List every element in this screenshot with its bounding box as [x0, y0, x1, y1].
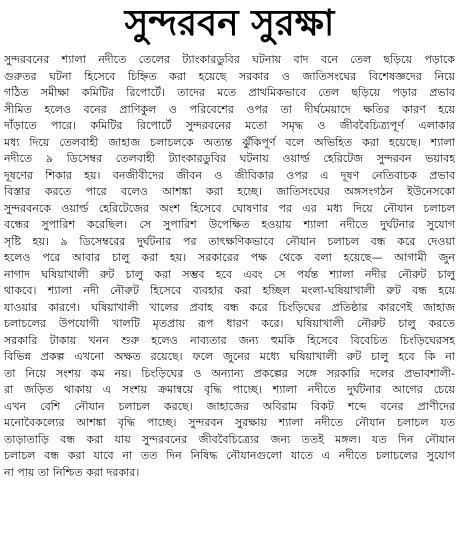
- body-line: যাওয়ার কারণে। ঘষিয়াখালী খালের প্রবাহ বন্ধ করে চিংড়িঘের প্রতিষ্ঠার কারণেই জাহাজ: [4, 300, 455, 314]
- body-line: সুন্দরবনকে ওয়ার্ল্ড হেরিটেজের অংশ হিসেবে ঘোষণার পর এর মধ্য দিয়ে নৌযান চলাচল: [4, 201, 455, 215]
- article-title: সুন্দরবন সুরক্ষা: [124, 3, 335, 44]
- body-line: নাগাদ ঘষিয়াখালী রুট চালু করা সম্ভব হবে এবং সে পর্যন্ত শ্যালা নদীর নৌরুট চালু: [4, 267, 455, 281]
- body-line: না পায় তা নিশ্চিত করা দরকার।: [4, 465, 140, 479]
- body-line: থাকবে। শ্যালা নদী নৌরুট হিসেবে ব্যবহার করা হচ্ছিল মংলা-ঘষিয়াখালী রুট বন্ধ হয়ে: [4, 284, 455, 297]
- article-body: [4, 52, 455, 481]
- body-line: দূষণের শিকার হয়। বনজীবীদের জীবন ও জীবিকার ওপর এ দূষণ নেতিবাচক প্রভাব: [4, 168, 455, 182]
- body-line: বিস্তার করতে পারে বলেও আশঙ্কা করা হচ্ছে। জাতিসংঘের অঙ্গসংগঠন ইউনেসকো: [4, 185, 455, 198]
- body-line: এখন বেশি নৌযান চলাচল করছে। জাহাজের অবিরাম বিকট শব্দে বনের প্রাণীদের: [4, 399, 455, 413]
- body-line: সরকারি টাকায় খনন শুরু হলেও নাব্যতার জন্য হুমকি হিসেবে বিবেচিত চিংড়িঘেরসহ: [4, 333, 455, 347]
- body-line: তাড়াতাড়ি বন্ধ করা যায় সুন্দরবনের জীববৈচিত্র্যের জন্য ততই মঙ্গল। যত দিন নৌযান: [4, 432, 455, 446]
- body-line: সৃষ্টি হয়। ৯ ডিসেম্বরের দুর্ঘটনার পর তাৎক্ষণিকভাবে নৌযান চলাচল বন্ধ করে দেওয়া: [4, 234, 455, 248]
- body-line: তা নিয়ে সংশয় কম নয়। চিংড়িঘের ও অন্যান্য প্রকল্পের সঙ্গে সরকারি দলের প্রভাবশালী-: [4, 366, 455, 380]
- body-line: দাঁড়াতে পারে। কমিটির রিপোর্টে সুন্দরবনের মতো সমৃদ্ধ ও জীববৈচিত্র্যপূর্ণ এলাকার: [4, 119, 455, 132]
- body-line: নদীতে ৯ ডিসেম্বর তেলবাহী ট্যাংকারডুবির ঘটনায় ওয়ার্ল্ড হেরিটেজ সুন্দরবন ভয়াবহ: [4, 152, 455, 165]
- body-line: বন্ধের সুপারিশ করেছিল। সে সুপারিশ উপেক্ষিত হওয়ায় শ্যালা নদীতে দুর্ঘটনার সুযোগ: [4, 218, 455, 231]
- body-line: মনোবৈকল্যের আশঙ্কা বৃদ্ধি পাচ্ছে। সুন্দরবন সুরক্ষায় শ্যালা নদীতে নৌযান চলাচল যত: [4, 416, 455, 429]
- body-line: হলেও পরে আবার চালু করা হয়। সরকারের পক্ষ থেকে বলা হয়েছে— আগামী জুন: [4, 251, 455, 264]
- body-line: গুরুতর ঘটনা হিসেবে চিহ্নিত করা হয়েছে সরকার ও জাতিসংঘের বিশেষজ্ঞদের নিয়ে: [4, 69, 455, 83]
- body-line: গঠিত সমীক্ষা কমিটির রিপোর্টে। তাদের মতে প্রাথমিকভাবে তেল ছড়িয়ে পড়ার প্রভাব: [4, 86, 455, 99]
- body-line: সীমিত হলেও বনের প্রাণিকুল ও পরিবেশের ওপর তা দীর্ঘমেয়াদে ক্ষতির কারণ হয়ে: [4, 102, 455, 116]
- body-line: চলাচলের উপযোগী খালটি মৃতপ্রায় রূপ ধারণ করে। ঘষিয়াখালী নৌরুট চালু করতে: [4, 317, 455, 330]
- body-line: বিভিন্ন প্রকল্প এখনো অক্ষত রয়েছে। ফলে জুনের মধ্যে ঘষিয়াখালী রুট চালু হবে কি না: [4, 350, 455, 363]
- body-line: চলাচল বন্ধ করা যাবে না তত দিন নিষিদ্ধ নৌযানগুলো যাতে এ নদীতে চলাচলের সুযোগ: [4, 449, 455, 462]
- body-line: মধ্য দিয়ে তেলবাহী জাহাজ চলাচলকে অত্যন্ত ঝুঁকিপূর্ণ বলে অভিহিত করা হয়েছে। শ্যালা: [4, 135, 455, 149]
- body-line: রা জড়িত থাকায় এ সংশয় ক্রমান্বয়ে বৃদ্ধি পাচ্ছে। শ্যালা নদীতে দুর্ঘটনার আগের চেয়ে: [4, 383, 455, 396]
- body-line: সুন্দরবনের শ্যালা নদীতে তেলের ট্যাংকারডুবির ঘটনায় বাদ বনে তেল ছড়িয়ে পড়াকে: [4, 53, 455, 66]
